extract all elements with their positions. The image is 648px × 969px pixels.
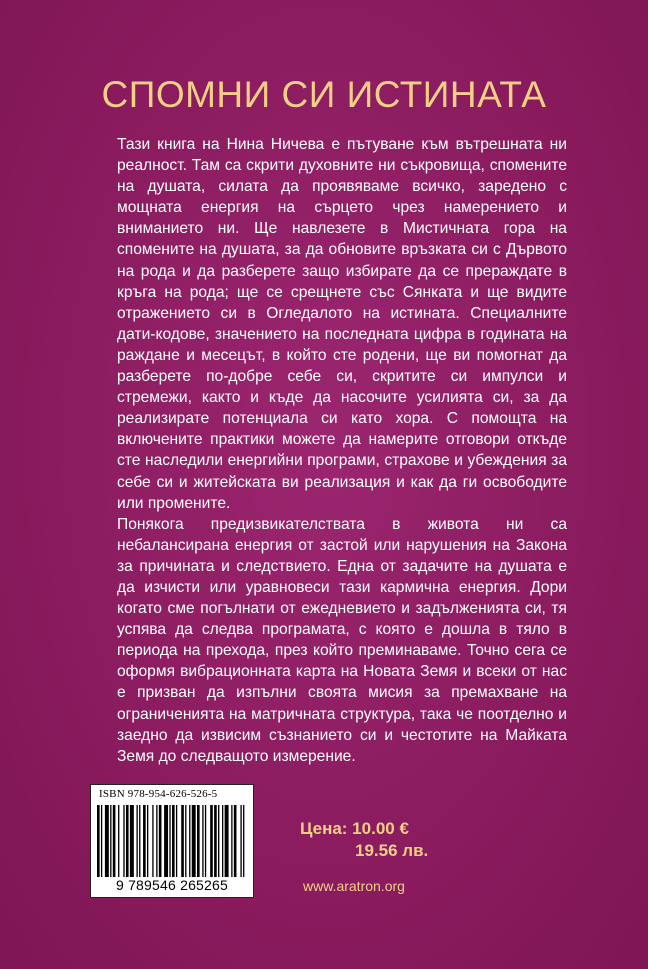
blurb-paragraph-1: Тази книга на Нина Ничева е пътуване към вътрешната ни реалност. Там са скрити духовните ни съкровища, спомените на душата, силата да проявяваме всичко, заредено с мощната енергия на сърцето чрез намерението и вниманието ни. Ще навлезете в Мистичната гора на спомените на душата, за да обновите връзката си с Дървото на рода и да разберете защо избирате да се прераждате в кръга на рода; ще се срещнете със Сянката и ще видите отражението си в Огледалото на истината. Специалните дати-кодове, значението на последната цифра в годината на раждане и месецът, в който сте родени, ще ви помогнат да разберете по-добре себе си, скритите си импулси и стремежи, както и къде да насочите усилията си, за да реализирате потенциала си като хора. С помощта на включените практики можете да намерите отговори откъде сте наследили енергийни програми, страхове и убеждения за себе си и житейската ви реализация и как да ги освободите или промените.: [117, 136, 567, 512]
price-block: [300, 818, 428, 862]
publisher-website: www.aratron.org: [303, 878, 405, 894]
book-title: СПОМНИ СИ ИСТИНАТА: [101, 74, 547, 115]
isbn-label: ISBN 978-954-626-526-5: [99, 788, 218, 800]
isbn-barcode: [90, 784, 254, 898]
price-leva: 19.56 лв.: [355, 841, 429, 860]
blurb-text: [117, 134, 567, 767]
barcode-digits: 9 789546 265265: [116, 877, 228, 893]
price-euro: Цена: 10.00 €: [300, 819, 409, 838]
barcode-bars-icon: [97, 805, 247, 877]
blurb-paragraph-2: Понякога предизвикателствата в живота ни са небалансирана енергия от застой или нарушения на Закона за причината и следствието. Една от задачите на душата е да изчисти или уравновеси тази кармична енергия. Дори когато сме погълнати от ежедневието и задълженията си, тя успява да следва програмата, с която е дошла в тяло в периода на прехода, през който преминаваме. Точно сега се оформя вибрационната карта на Новата Земя и всеки от нас е призван да изпълни своята мисия за премахване на ограниченията на матричната структура, така че поотделно и заедно да извисим съзнанието си и честотите на Майката Земя до следващото измерение.: [117, 515, 567, 765]
